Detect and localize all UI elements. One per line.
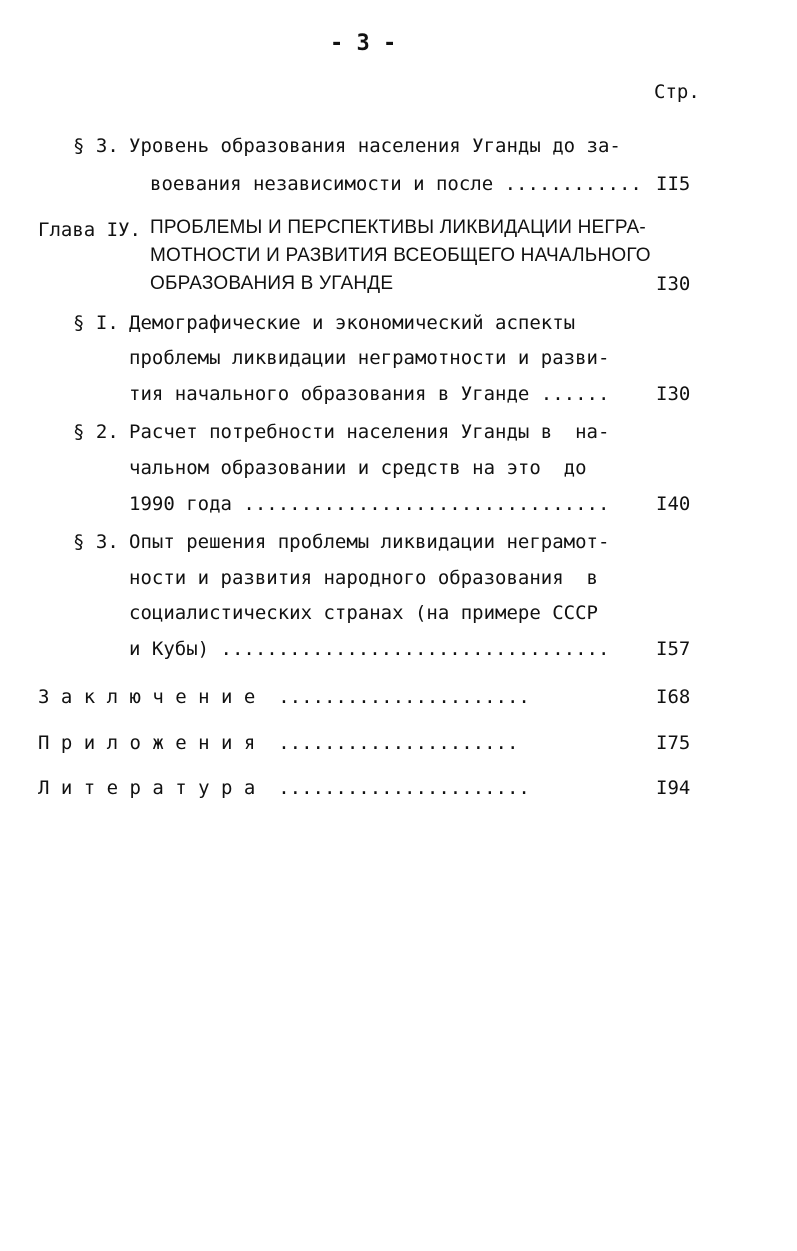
toc-marker: Глава IУ. [38, 219, 141, 241]
toc-line: ПРОБЛЕМЫ И ПЕРСПЕКТИВЫ ЛИКВИДАЦИИ НЕГРА- [150, 217, 646, 238]
toc-line: 1990 года ................................ [129, 493, 610, 515]
toc-line: воевания независимости и после ............ [150, 173, 642, 195]
toc-line: Расчет потребности населения Уганды в на- [129, 421, 610, 443]
toc-marker: § I. [73, 312, 119, 334]
toc-line: ности и развития народного образования в [129, 567, 598, 589]
toc-line: социалистических странах (на примере СССР [129, 602, 598, 624]
toc-page: I68 [656, 686, 691, 708]
toc-line: Уровень образования населения Уганды до за- [129, 135, 621, 157]
toc-page: I57 [656, 638, 691, 660]
toc-page: I75 [656, 732, 691, 754]
toc-line: П р и л о ж е н и я ..................... [38, 732, 519, 754]
toc-line: чальном образовании и средств на это до [129, 457, 587, 479]
toc-marker: § 2. [73, 421, 119, 443]
toc-line: проблемы ликвидации неграмотности и разви- [129, 347, 610, 369]
toc-line: Демографические и экономический аспекты [129, 312, 576, 334]
toc-page: I40 [656, 493, 691, 515]
toc-line: тия начального образования в Уганде ...... [129, 383, 610, 405]
toc-line: Л и т е р а т у р а ...................... [38, 777, 530, 799]
toc-page: II5 [656, 173, 691, 195]
toc-line: ОБРАЗОВАНИЯ В УГАНДЕ [150, 273, 394, 294]
toc-marker: § 3. [73, 135, 119, 157]
page-column-header: Стр. [654, 81, 700, 103]
page-number: - 3 - [330, 31, 397, 56]
toc-marker: § 3. [73, 531, 119, 553]
toc-line: и Кубы) .................................. [129, 638, 610, 660]
toc-page: I94 [656, 777, 691, 799]
toc-line: МОТНОСТИ И РАЗВИТИЯ ВСЕОБЩЕГО НАЧАЛЬНОГО [150, 245, 651, 266]
toc-line: З а к л ю ч е н и е ...................... [38, 686, 530, 708]
toc-page: I30 [656, 273, 691, 295]
toc-page: I30 [656, 383, 691, 405]
toc-line: Опыт решения проблемы ликвидации неграмот- [129, 531, 610, 553]
